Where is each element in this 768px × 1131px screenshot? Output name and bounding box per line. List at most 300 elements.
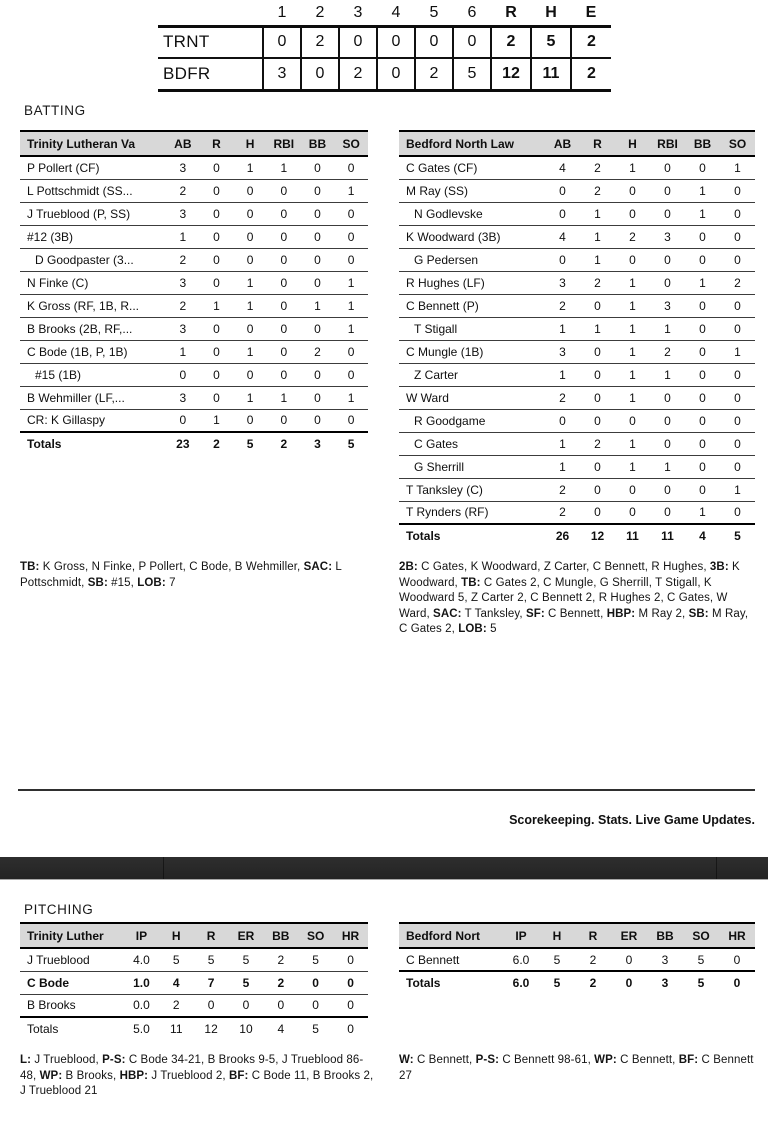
table-header-row [399,923,755,948]
stat-header-cell: IP [503,923,539,948]
totals-label-cell: Totals [399,971,503,994]
stat-cell: 0 [580,363,615,386]
stat-cell: 0 [685,409,720,432]
stat-cell: 3 [650,294,685,317]
summary-score-cell: 11 [531,58,571,90]
stat-cell: 0 [545,248,580,271]
stat-cell: 1 [200,409,234,432]
stat-table [20,130,368,455]
inning-score-cell: 0 [377,26,415,58]
stat-cell: 0 [301,386,335,409]
team-header-cell: Trinity Luther [20,923,124,948]
stat-cell: 0 [580,386,615,409]
totals-stat-cell: 4 [263,1017,298,1040]
stat-cell: 6.0 [503,948,539,971]
stat-cell: 1 [267,156,301,179]
stat-header-cell: H [233,131,267,156]
stat-cell: 0 [200,363,234,386]
stat-header-cell: BB [647,923,683,948]
stat-cell: 4 [545,225,580,248]
stat-cell: 1 [650,363,685,386]
player-name-cell: B Wehmiller (LF,... [20,386,166,409]
stat-cell: 0 [301,409,335,432]
totals-stat-cell: 3 [647,971,683,994]
stat-cell: 1 [615,363,650,386]
batting-notes-away: TB: K Gross, N Finke, P Pollert, C Bode, B Wehmiller, SAC: L Pottschmidt, SB: #15, LOB: 7 [20,561,342,589]
player-name-cell: C Bode (1B, P, 1B) [20,340,166,363]
player-row [20,386,368,409]
stat-cell: 0 [685,225,720,248]
note-label: BF: [678,1054,699,1066]
totals-stat-cell: 5 [539,971,575,994]
stat-header-cell: SO [334,131,368,156]
player-name-cell: C Gates (CF) [399,156,545,179]
batting-table-away [20,130,368,455]
player-name-cell: M Ray (SS) [399,179,545,202]
stat-cell: 1 [615,340,650,363]
note-label: HBP: [606,607,636,620]
player-row [399,179,755,202]
inning-header-cell: 1 [277,4,287,22]
stat-cell: 1 [166,225,200,248]
stat-cell: 0 [200,317,234,340]
stat-cell: 0 [301,179,335,202]
stat-cell: 5 [159,948,194,971]
stat-cell: 0 [650,156,685,179]
inning-header-cell: 5 [429,4,439,22]
inning-score-cell: 2 [301,26,339,58]
totals-stat-cell: 11 [650,524,685,547]
stat-cell: 1 [685,179,720,202]
stat-cell: 0 [267,225,301,248]
stat-header-cell: H [539,923,575,948]
stat-cell: 3 [166,386,200,409]
stat-header-cell: AB [545,131,580,156]
stat-cell: 2 [650,340,685,363]
stat-header-cell: BB [301,131,335,156]
stat-cell: 1 [334,317,368,340]
linescore-team-row [158,26,611,58]
note-label: BF: [228,1069,249,1082]
pitching-notes-home: W: C Bennett, P-S: C Bennett 98-61, WP: C Bennett, BF: C Bennett 27 [399,1054,754,1082]
stat-cell: 3 [166,271,200,294]
stat-cell: 1 [545,432,580,455]
summary-score-cell: 12 [491,58,531,90]
player-row [399,432,755,455]
stat-cell: 2 [580,432,615,455]
player-name-cell: J Trueblood (P, SS) [20,202,166,225]
stat-cell: 3 [166,156,200,179]
inning-score-cell: 0 [301,58,339,90]
stat-cell: 0 [301,363,335,386]
totals-stat-cell: 12 [194,1017,229,1040]
player-name-cell: R Hughes (LF) [399,271,545,294]
player-name-cell: P Pollert (CF) [20,156,166,179]
stat-cell: 0 [229,994,264,1017]
player-name-cell: B Brooks (2B, RF,... [20,317,166,340]
player-row [20,225,368,248]
batting-table-home [399,130,755,547]
player-row [399,317,755,340]
stat-header-cell: H [159,923,194,948]
stat-cell: 0 [720,248,755,271]
summary-score-cell: 2 [571,26,611,58]
stat-cell: 0 [615,202,650,225]
player-row [399,501,755,524]
player-name-cell: K Woodward (3B) [399,225,545,248]
inning-score-cell: 2 [415,58,453,90]
stat-cell: 0 [650,478,685,501]
stat-cell: 1 [685,271,720,294]
stat-cell: 0 [298,971,333,994]
inning-score-cell: 0 [339,26,377,58]
stat-cell: 1 [334,386,368,409]
player-row [399,202,755,225]
note-label: SB: [688,607,709,620]
totals-stat-cell: 2 [575,971,611,994]
totals-stat-cell: 2 [267,432,301,455]
stat-cell: 0 [580,455,615,478]
stat-cell: 0 [720,317,755,340]
stat-cell: 1 [233,294,267,317]
stat-header-cell: R [580,131,615,156]
stat-cell: 0 [267,363,301,386]
note-label: W: [399,1054,414,1066]
totals-label-cell: Totals [20,432,166,455]
stat-cell: 0 [720,179,755,202]
stat-cell: 1 [685,501,720,524]
stat-cell: 1 [233,386,267,409]
player-name-cell: L Pottschmidt (SS... [20,179,166,202]
stat-header-cell: ER [229,923,264,948]
player-name-cell: C Bennett [399,948,503,971]
stat-cell: 0 [267,294,301,317]
totals-stat-cell: 5 [233,432,267,455]
totals-stat-cell: 12 [580,524,615,547]
stat-cell: 0 [615,179,650,202]
player-row [399,271,755,294]
stat-cell: 0 [301,271,335,294]
player-row [399,386,755,409]
stat-cell: 0 [166,409,200,432]
linescore [158,2,611,92]
stat-cell: 3 [545,271,580,294]
stat-header-cell: HR [719,923,755,948]
inning-score-cell: 0 [415,26,453,58]
stat-header-cell: HR [333,923,368,948]
stat-cell: 0 [685,294,720,317]
stat-cell: 0 [685,363,720,386]
totals-label-cell: Totals [399,524,545,547]
totals-row [20,1017,368,1040]
stat-cell: 2 [301,340,335,363]
player-row [399,294,755,317]
stat-cell: 4.0 [124,948,159,971]
stat-cell: 0 [200,340,234,363]
stat-cell: 5 [298,948,333,971]
player-name-cell: T Stigall [399,317,545,340]
stat-cell: 1 [615,455,650,478]
player-row [20,202,368,225]
team-header-cell [158,2,263,26]
team-header-cell: Bedford Nort [399,923,503,948]
note-label: P-S: [475,1054,500,1066]
linescore-table [158,2,611,92]
stat-cell: 0 [233,202,267,225]
stat-cell: 0 [301,317,335,340]
stat-cell: 1 [615,386,650,409]
player-row [20,948,368,971]
note-label: SF: [525,607,545,620]
stat-cell: 2 [159,994,194,1017]
player-row [399,948,755,971]
stat-cell: 0 [267,202,301,225]
stat-cell: 0 [200,386,234,409]
totals-stat-cell: 4 [685,524,720,547]
stat-cell: 0 [615,501,650,524]
note-label: P-S: [102,1054,126,1066]
stat-cell: 3 [647,948,683,971]
player-row [399,363,755,386]
stat-cell: 2 [166,248,200,271]
stat-cell: 0 [685,248,720,271]
stat-cell: 0 [685,432,720,455]
stat-cell: 0 [200,179,234,202]
stat-header-cell: SO [720,131,755,156]
player-row [399,340,755,363]
player-row [20,340,368,363]
stat-cell: 0 [333,971,368,994]
stat-header-cell: SO [683,923,719,948]
stat-cell: 0 [263,994,298,1017]
stat-cell: 0 [720,386,755,409]
stat-cell: 2 [263,971,298,994]
summary-header-cell: E [585,4,597,22]
stat-table [20,922,368,1040]
stat-cell: 0 [267,271,301,294]
banner-seam [716,857,717,879]
table-header-row [20,923,368,948]
banner-seam [163,857,164,879]
totals-stat-cell: 0 [719,971,755,994]
stat-cell: 1 [233,271,267,294]
totals-label-cell: Totals [20,1017,124,1040]
player-row [20,294,368,317]
stat-header-cell: SO [298,923,333,948]
note-label: TB: [20,561,40,573]
stat-cell: 0 [720,501,755,524]
stat-cell: 0 [685,386,720,409]
batting-notes-home: 2B: C Gates, K Woodward, Z Carter, C Bennett, R Hughes, 3B: K Woodward, TB: C Gates 2, C Mungle, G Sherrill, T Stigall, K Woodward 5, Z Carter 2, C Bennett 2, R Hughes 2, C Gates, W Ward, SAC: T Tanksley, SF: C Bennett, HBP: M Ray 2, SB: M Ray, C Gates 2, LOB: 5 [399,561,749,636]
stat-cell: 0 [333,948,368,971]
stat-cell: 3 [545,340,580,363]
player-row [20,317,368,340]
stat-header-cell: BB [685,131,720,156]
inning-score-cell: 0 [453,26,491,58]
pitching-notes-away: L: J Trueblood, P-S: C Bode 34-21, B Brooks 9-5, J Trueblood 86-48, WP: B Brooks, HBP: J Trueblood 2, BF: C Bode 11, B Brooks 2, J Trueblood 21 [20,1054,374,1098]
team-header-cell: Bedford North Law [399,131,545,156]
player-name-cell: T Tanksley (C) [399,478,545,501]
stat-cell: 0 [685,455,720,478]
stat-cell: 1 [233,156,267,179]
stat-cell: 1 [650,455,685,478]
stat-cell: 0 [615,478,650,501]
summary-score-cell: 2 [571,58,611,90]
player-row [399,156,755,179]
pitching-table-home [399,922,755,994]
player-name-cell: C Gates [399,432,545,455]
stat-cell: 4 [159,971,194,994]
stat-cell: 1 [200,294,234,317]
stat-cell: 2 [580,271,615,294]
totals-stat-cell: 11 [159,1017,194,1040]
stat-cell: 1 [580,225,615,248]
totals-stat-cell: 10 [229,1017,264,1040]
stat-cell: 2 [575,948,611,971]
stat-cell: 0 [233,248,267,271]
stat-cell: 0.0 [124,994,159,1017]
note-label: SAC: [433,607,462,620]
totals-stat-cell: 5 [334,432,368,455]
stat-cell: 0 [720,432,755,455]
stat-cell: 2 [545,386,580,409]
totals-stat-cell: 26 [545,524,580,547]
player-row [20,971,368,994]
stat-cell: 0 [200,156,234,179]
totals-row [399,524,755,547]
stat-cell: 0 [334,409,368,432]
stat-cell: 2 [166,294,200,317]
stat-cell: 2 [263,948,298,971]
player-name-cell: CR: K Gillaspy [20,409,166,432]
brand-banner-strip [0,857,768,880]
player-row [20,248,368,271]
stat-table [399,922,755,994]
stat-cell: 0 [301,202,335,225]
stat-cell: 0 [720,225,755,248]
inning-header-cell: 3 [353,4,363,22]
pitching-table-away [20,922,368,1040]
player-name-cell: C Bennett (P) [399,294,545,317]
stat-cell: 0 [333,994,368,1017]
stat-cell: 0 [685,478,720,501]
stat-header-cell: R [194,923,229,948]
pitching-section-label: PITCHING [24,902,94,917]
team-abbrev-cell: BDFR [158,58,263,90]
stat-cell: 0 [194,994,229,1017]
stat-cell: 2 [545,294,580,317]
stat-header-cell: R [575,923,611,948]
totals-row [399,971,755,994]
player-row [399,225,755,248]
totals-stat-cell: 5 [683,971,719,994]
player-row [399,478,755,501]
tagline: Scorekeeping. Stats. Live Game Updates. [509,813,755,827]
totals-stat-cell: 3 [301,432,335,455]
player-name-cell: K Gross (RF, 1B, R... [20,294,166,317]
stat-cell: 2 [720,271,755,294]
stat-cell: 0 [301,156,335,179]
table-header-row [399,131,755,156]
player-row [20,271,368,294]
stat-cell: 1 [720,156,755,179]
stat-cell: 0 [719,948,755,971]
stat-cell: 2 [580,179,615,202]
summary-header-cell: H [545,4,557,22]
stat-header-cell: H [615,131,650,156]
summary-score-cell: 2 [491,26,531,58]
stat-cell: 0 [233,363,267,386]
stat-header-cell: AB [166,131,200,156]
stat-cell: 0 [334,363,368,386]
stat-cell: 0 [545,409,580,432]
player-name-cell: C Bode [20,971,124,994]
stat-cell: 2 [545,501,580,524]
player-row [20,179,368,202]
stat-cell: 5 [229,948,264,971]
stat-cell: 0 [615,409,650,432]
stat-cell: 3 [166,202,200,225]
stat-cell: 0 [650,386,685,409]
player-name-cell: J Trueblood [20,948,124,971]
stat-cell: 1 [615,317,650,340]
player-name-cell: B Brooks [20,994,124,1017]
stat-cell: 0 [650,409,685,432]
inning-header-cell: 4 [391,4,401,22]
stat-header-cell: IP [124,923,159,948]
player-row [399,248,755,271]
stat-cell: 1 [615,294,650,317]
note-label: L: [20,1054,32,1066]
totals-row [20,432,368,455]
player-name-cell: G Sherrill [399,455,545,478]
stat-header-cell: R [200,131,234,156]
stat-cell: 1 [166,340,200,363]
note-label: WP: [594,1054,617,1066]
stat-cell: 0 [334,225,368,248]
note-label: 2B: [399,561,418,573]
stat-cell: 2 [615,225,650,248]
stat-cell: 0 [200,271,234,294]
player-name-cell: #12 (3B) [20,225,166,248]
section-divider [18,789,755,791]
stat-cell: 7 [194,971,229,994]
note-label: 3B: [709,561,729,573]
stat-header-cell: ER [611,923,647,948]
stat-cell: 1 [334,179,368,202]
note-label: SAC: [303,561,333,573]
stat-header-cell: RBI [650,131,685,156]
stat-cell: 1 [685,202,720,225]
stat-cell: 0 [545,179,580,202]
inning-score-cell: 3 [263,58,301,90]
batting-section-label: BATTING [24,103,86,118]
stat-cell: 0 [720,363,755,386]
stat-cell: 0 [580,409,615,432]
stat-cell: 1 [233,340,267,363]
stat-cell: 0 [267,340,301,363]
stat-cell: 1 [334,271,368,294]
stat-cell: 1 [334,294,368,317]
stat-cell: 5 [683,948,719,971]
stat-cell: 0 [334,202,368,225]
stat-cell: 0 [301,225,335,248]
player-row [20,156,368,179]
stat-cell: 0 [650,202,685,225]
player-name-cell: D Goodpaster (3... [20,248,166,271]
stat-cell: 4 [545,156,580,179]
stat-cell: 1 [580,317,615,340]
